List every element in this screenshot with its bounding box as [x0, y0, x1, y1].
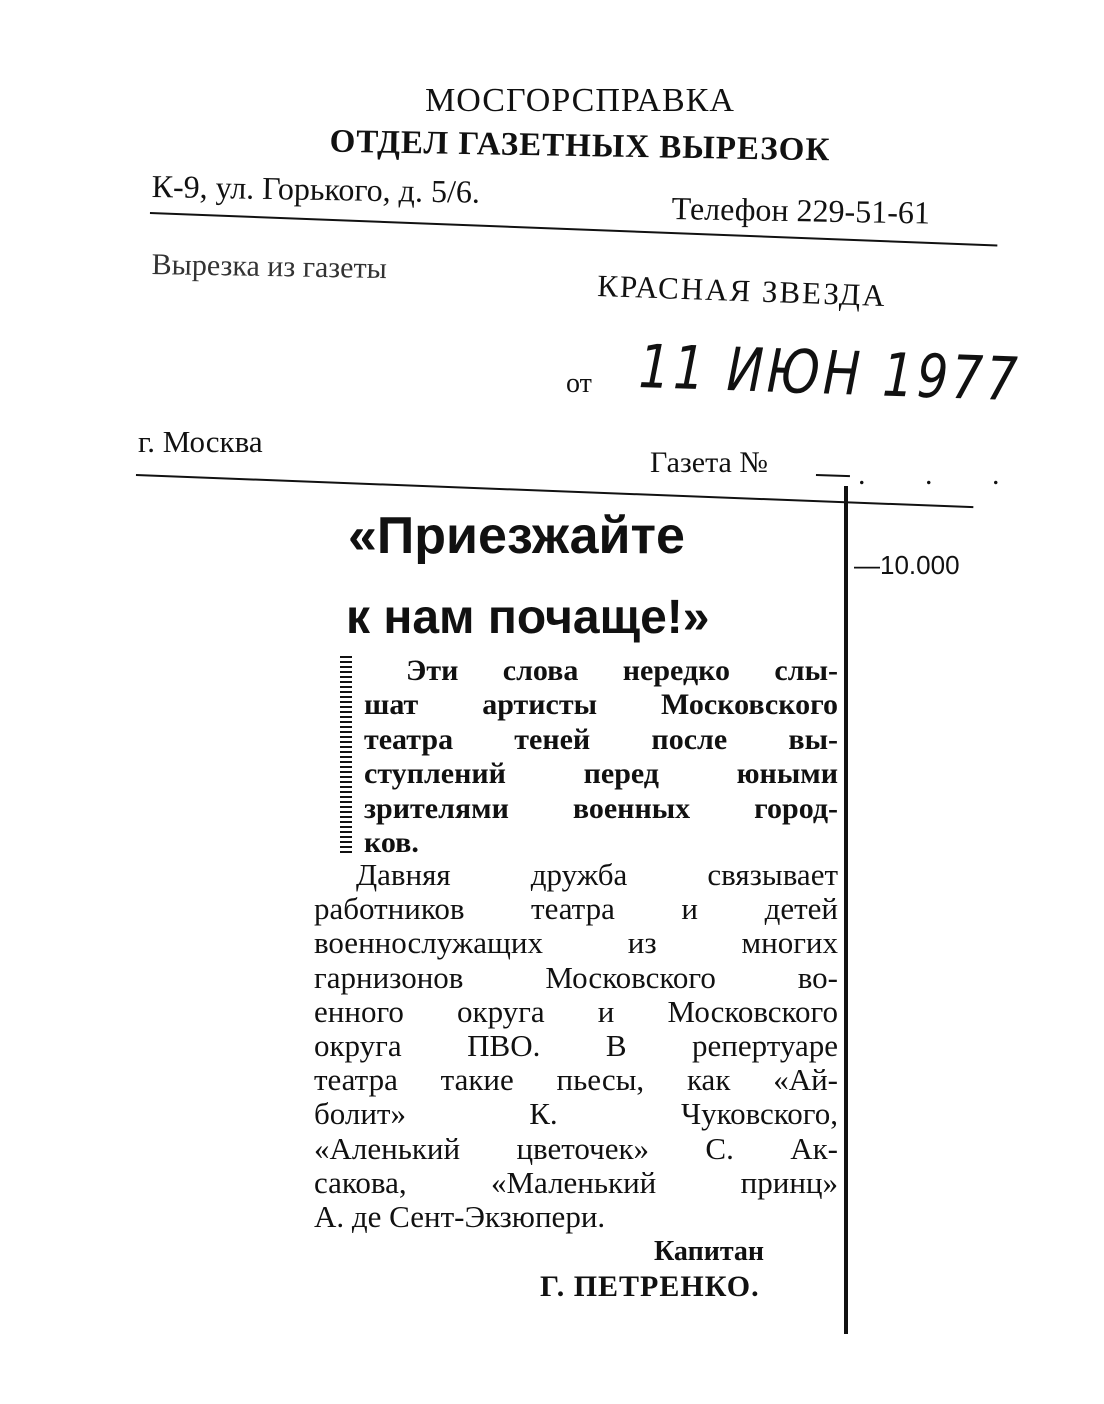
body-line: работников театра и детей: [314, 891, 838, 927]
lead-line: ступлений перед юными: [364, 757, 838, 791]
address: К-9, ул. Горького, д. 5/6.: [151, 168, 481, 210]
lead-line: зрителями военных город-: [364, 791, 838, 825]
date-prefix: от: [566, 368, 592, 399]
clipping-border-top: [816, 474, 850, 477]
headline-line-2: к нам почаще!»: [346, 591, 710, 644]
department-name: ОТДЕЛ ГАЗЕТНЫХ ВЫРЕЗОК: [329, 123, 831, 169]
issue-value: . . .: [858, 458, 1026, 491]
lead-line: ков.: [364, 826, 419, 860]
circulation-number: —10.000: [854, 550, 960, 580]
lead-line: шат артисты Московского: [364, 688, 838, 722]
body-line: енного округа и Московского: [314, 993, 838, 1029]
body-line: округа ПВО. В репертуаре: [314, 1028, 838, 1064]
city: г. Москва: [138, 424, 263, 459]
article-body: [314, 858, 838, 1234]
body-line: сакова, «Маленький принц»: [314, 1164, 838, 1200]
clipping-border-right: [844, 486, 848, 1334]
headline-line-1: «Приезжайте: [348, 507, 685, 565]
lead-marker: [340, 656, 352, 856]
body-line: болит» К. Чуковского,: [314, 1096, 838, 1132]
date-stamp: 11 ИЮН 1977: [637, 332, 1022, 416]
author-name: Г. ПЕТРЕНКО.: [540, 1270, 760, 1303]
newspaper-name: КРАСНАЯ ЗВЕЗДА: [596, 268, 888, 314]
lead-line: театра теней после вы-: [364, 722, 838, 756]
issue-label: Газета №: [650, 446, 768, 479]
author-rank: Капитан: [654, 1236, 765, 1267]
body-line: военнослужащих из многих: [314, 925, 838, 961]
lead-line: Эти слова нередко слы-: [406, 654, 838, 687]
body-line: театра такие пьесы, как «Ай-: [314, 1062, 838, 1098]
phone-number: Телефон 229-51-61: [671, 190, 931, 231]
body-line: Давняя дружба связывает: [356, 857, 838, 892]
article-lead: [364, 654, 838, 860]
body-line: гарнизонов Московского во-: [314, 959, 838, 995]
clipping-source-label: Вырезка из газеты: [151, 248, 388, 286]
organization-name: МОСГОРСПРАВКА: [425, 82, 735, 119]
body-line: А. де Сент-Экзюпери.: [314, 1199, 606, 1235]
body-line: «Аленький цветочек» С. Ак-: [314, 1130, 838, 1166]
